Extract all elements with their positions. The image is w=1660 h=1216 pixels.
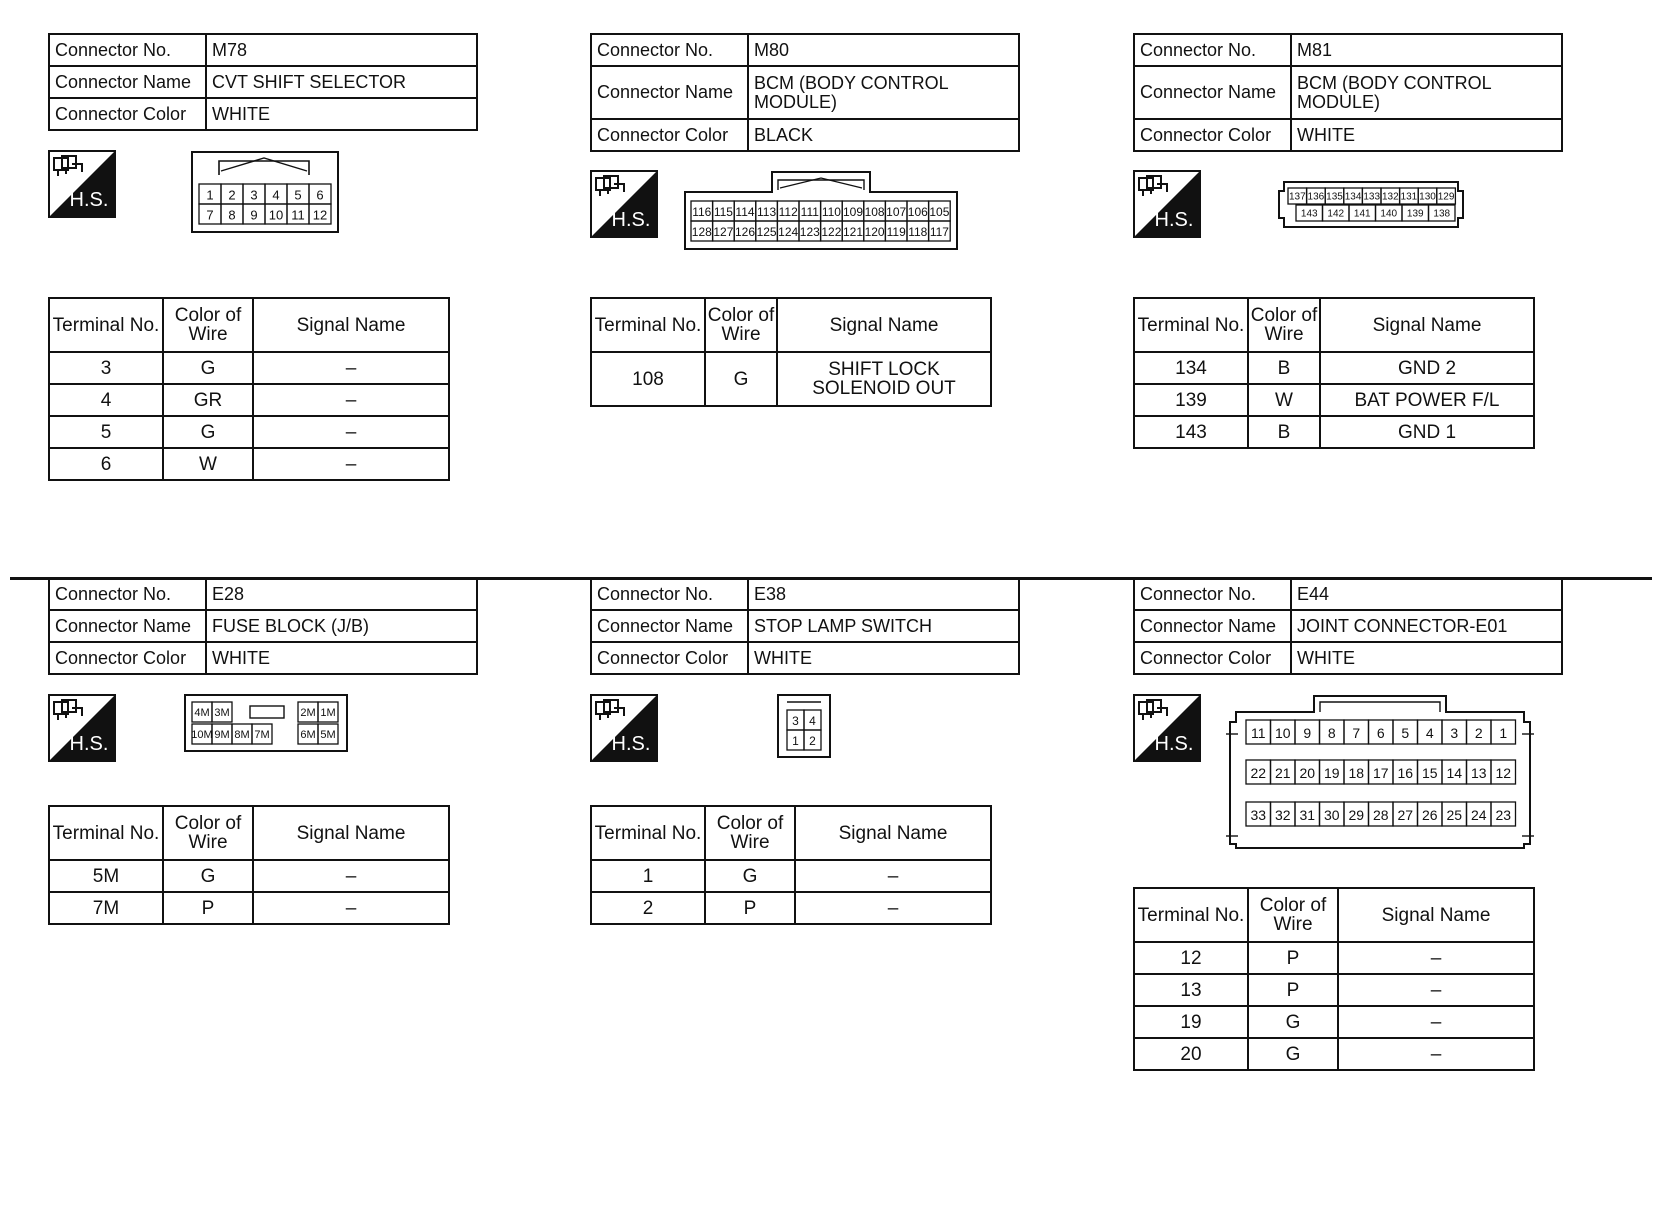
- pin-number: 111: [800, 205, 819, 219]
- connector-info-table: [48, 577, 478, 675]
- pin-number: 106: [907, 205, 928, 219]
- pin-number: 29: [1348, 807, 1365, 823]
- pin-number: 5M: [320, 729, 336, 741]
- connector-color-value: WHITE: [748, 642, 1019, 674]
- signal-name-header: Signal Name: [1320, 298, 1534, 352]
- connector-face-e28: [184, 694, 350, 754]
- pin-number: 137: [1288, 191, 1306, 203]
- signal-name-cell: BAT POWER F/L: [1320, 384, 1534, 416]
- pin-number: 7: [1352, 725, 1361, 741]
- pin-number: 139: [1406, 208, 1424, 220]
- hs-label: H.S.: [1154, 733, 1194, 755]
- hs-icon: [1133, 170, 1201, 238]
- connector-face-e44: [1224, 694, 1536, 850]
- pin-number: 108: [864, 205, 885, 219]
- connector-face-m81: [1276, 181, 1466, 231]
- pin-number: 21: [1274, 765, 1291, 781]
- pin-number: 127: [713, 225, 734, 239]
- hs-icon: [1133, 694, 1201, 762]
- connector-panel-e28: [48, 577, 488, 675]
- signal-name-cell: –: [1338, 1006, 1534, 1038]
- pin-number: 7M: [254, 729, 270, 741]
- connector-panel-m78: [48, 33, 488, 131]
- signal-name-header: Signal Name: [253, 298, 449, 352]
- table-row: [591, 352, 991, 406]
- pin-number: 2M: [300, 707, 316, 719]
- hs-icon: [48, 694, 116, 762]
- signal-name-cell: GND 2: [1320, 352, 1534, 384]
- connector-panel-m80: [590, 33, 1030, 152]
- table-row: [49, 384, 449, 416]
- signal-name-cell: –: [1338, 1038, 1534, 1070]
- wire-color-cell: GR: [163, 384, 253, 416]
- table-row: [1134, 1038, 1534, 1070]
- connector-no-value: E28: [206, 578, 477, 610]
- pin-number: 14: [1446, 765, 1463, 781]
- hs-label: H.S.: [611, 209, 651, 231]
- pin-number: 116: [692, 205, 712, 219]
- pin-number: 3: [792, 714, 799, 728]
- connector-no-value: E44: [1291, 578, 1562, 610]
- pin-number: 4: [809, 714, 816, 728]
- signal-name-cell: –: [795, 892, 991, 924]
- signal-name-cell: –: [253, 892, 449, 924]
- connector-name-value: BCM (BODY CONTROL MODULE): [748, 66, 1019, 119]
- terminal-no-header: Terminal No.: [49, 806, 163, 860]
- wire-color-cell: G: [163, 860, 253, 892]
- wire-color-cell: G: [705, 860, 795, 892]
- signal-name-header: Signal Name: [253, 806, 449, 860]
- terminal-no-cell: 20: [1134, 1038, 1248, 1070]
- terminal-no-header: Terminal No.: [591, 806, 705, 860]
- signal-name-cell: –: [1338, 974, 1534, 1006]
- hs-icon: [48, 150, 116, 218]
- terminal-no-header: Terminal No.: [1134, 298, 1248, 352]
- pin-number: 8: [228, 207, 236, 223]
- connector-name-value: FUSE BLOCK (J/B): [206, 610, 477, 642]
- connector-color-label: Connector Color: [591, 119, 748, 151]
- pin-number: 4: [272, 187, 280, 203]
- connector-no-label: Connector No.: [49, 578, 206, 610]
- connector-name-label: Connector Name: [49, 66, 206, 98]
- signal-name-cell: –: [253, 384, 449, 416]
- connector-name-label: Connector Name: [1134, 66, 1291, 119]
- signal-name-cell: –: [1338, 942, 1534, 974]
- terminal-no-cell: 3: [49, 352, 163, 384]
- pin-number: 6M: [300, 729, 316, 741]
- pin-number: 11: [291, 207, 305, 223]
- connector-no-value: M78: [206, 34, 477, 66]
- terminal-no-cell: 5: [49, 416, 163, 448]
- connector-color-label: Connector Color: [49, 642, 206, 674]
- table-row: [1134, 1006, 1534, 1038]
- table-row: [1134, 974, 1534, 1006]
- pin-number: 17: [1372, 765, 1389, 781]
- terminal-no-header: Terminal No.: [49, 298, 163, 352]
- signal-name-cell: SHIFT LOCK SOLENOID OUT: [777, 352, 991, 406]
- connector-panel-e38: [590, 577, 1030, 675]
- pin-number: 115: [713, 205, 733, 219]
- pin-number: 7: [206, 207, 214, 223]
- pin-number: 25: [1446, 807, 1463, 823]
- pin-number: 125: [756, 225, 777, 239]
- terminal-table-m81: [1133, 297, 1535, 449]
- wire-color-cell: P: [163, 892, 253, 924]
- connector-no-label: Connector No.: [591, 578, 748, 610]
- pin-number: 122: [821, 225, 842, 239]
- connector-no-label: Connector No.: [1134, 578, 1291, 610]
- pin-number: 5: [294, 187, 302, 203]
- connector-color-value: WHITE: [206, 642, 477, 674]
- terminal-no-cell: 139: [1134, 384, 1248, 416]
- signal-name-header: Signal Name: [777, 298, 991, 352]
- pin-number: 23: [1495, 807, 1512, 823]
- pin-number: 20: [1299, 765, 1316, 781]
- pin-number: 33: [1250, 807, 1267, 823]
- connector-color-value: WHITE: [206, 98, 477, 130]
- pin-number: 12: [312, 207, 328, 223]
- connector-name-label: Connector Name: [591, 66, 748, 119]
- pin-number: 16: [1397, 765, 1414, 781]
- table-row: [1134, 416, 1534, 448]
- pin-number: 142: [1327, 208, 1345, 220]
- signal-name-cell: –: [253, 448, 449, 480]
- pin-number: 2: [809, 734, 816, 748]
- table-row: [1134, 942, 1534, 974]
- pin-number: 1: [792, 734, 799, 748]
- pin-number: 8M: [234, 729, 250, 741]
- terminal-table-m80: [590, 297, 992, 407]
- connector-name-label: Connector Name: [49, 610, 206, 642]
- connector-face-m78: [191, 151, 341, 235]
- hs-label: H.S.: [69, 189, 109, 211]
- hs-label: H.S.: [69, 733, 109, 755]
- terminal-no-cell: 12: [1134, 942, 1248, 974]
- pin-number: 105: [929, 205, 950, 219]
- pin-number: 4M: [194, 707, 210, 719]
- pin-number: 10: [1274, 725, 1291, 741]
- terminal-no-cell: 19: [1134, 1006, 1248, 1038]
- connector-color-value: WHITE: [1291, 119, 1562, 151]
- connector-info-table: [1133, 577, 1563, 675]
- pin-number: 126: [734, 225, 756, 239]
- connector-no-label: Connector No.: [49, 34, 206, 66]
- table-row: [591, 892, 991, 924]
- pin-number: 10: [268, 207, 284, 223]
- connector-name-value: CVT SHIFT SELECTOR: [206, 66, 477, 98]
- wire-color-cell: W: [163, 448, 253, 480]
- hs-icon: [590, 170, 658, 238]
- pin-number: 129: [1437, 191, 1455, 203]
- connector-color-value: WHITE: [1291, 642, 1562, 674]
- wire-color-cell: G: [163, 416, 253, 448]
- pin-number: 107: [886, 205, 907, 219]
- pin-number: 118: [908, 225, 928, 239]
- terminal-table-m78: [48, 297, 450, 481]
- color-of-wire-header: Color of Wire: [1248, 888, 1338, 942]
- terminal-no-cell: 2: [591, 892, 705, 924]
- connector-info-table: [48, 33, 478, 131]
- terminal-table-e28: [48, 805, 450, 925]
- pin-number: 113: [757, 205, 777, 219]
- terminal-no-cell: 1: [591, 860, 705, 892]
- terminal-no-cell: 6: [49, 448, 163, 480]
- connector-name-value: BCM (BODY CONTROL MODULE): [1291, 66, 1562, 119]
- pin-number: 138: [1433, 208, 1451, 220]
- table-row: [49, 416, 449, 448]
- pin-number: 8: [1327, 725, 1336, 741]
- pin-number: 3: [1450, 725, 1459, 741]
- terminal-no-header: Terminal No.: [591, 298, 705, 352]
- wire-color-cell: B: [1248, 352, 1320, 384]
- connector-info-table: [1133, 33, 1563, 152]
- terminal-no-cell: 7M: [49, 892, 163, 924]
- terminal-no-cell: 4: [49, 384, 163, 416]
- pin-number: 13: [1470, 765, 1487, 781]
- connector-name-label: Connector Name: [591, 610, 748, 642]
- pin-number: 6: [1376, 725, 1385, 741]
- terminal-no-cell: 143: [1134, 416, 1248, 448]
- pin-number: 131: [1400, 191, 1418, 203]
- table-row: [49, 448, 449, 480]
- pin-number: 19: [1323, 765, 1340, 781]
- color-of-wire-header: Color of Wire: [705, 806, 795, 860]
- connector-panel-m81: [1133, 33, 1573, 152]
- pin-number: 18: [1348, 765, 1365, 781]
- pin-number: 9M: [214, 729, 230, 741]
- wire-color-cell: G: [163, 352, 253, 384]
- color-of-wire-header: Color of Wire: [1248, 298, 1320, 352]
- signal-name-header: Signal Name: [795, 806, 991, 860]
- pin-number: 134: [1344, 191, 1362, 203]
- pin-number: 110: [821, 205, 841, 219]
- wire-color-cell: G: [1248, 1006, 1338, 1038]
- wire-color-cell: G: [705, 352, 777, 406]
- pin-number: 128: [691, 225, 712, 239]
- pin-number: 141: [1353, 208, 1371, 220]
- pin-number: 1M: [320, 707, 336, 719]
- terminal-no-header: Terminal No.: [1134, 888, 1248, 942]
- pin-number: 132: [1381, 191, 1399, 203]
- pin-number: 130: [1419, 191, 1436, 203]
- table-row: [1134, 384, 1534, 416]
- connector-face-e38: [777, 694, 833, 760]
- pin-number: 2: [1474, 725, 1483, 741]
- terminal-no-cell: 5M: [49, 860, 163, 892]
- pin-number: 117: [929, 225, 949, 239]
- terminal-table-e38: [590, 805, 992, 925]
- table-row: [49, 352, 449, 384]
- connector-name-value: JOINT CONNECTOR-E01: [1291, 610, 1562, 642]
- pin-number: 27: [1397, 807, 1414, 823]
- hs-label: H.S.: [1154, 209, 1194, 231]
- terminal-no-cell: 108: [591, 352, 705, 406]
- pin-number: 114: [735, 205, 755, 219]
- connector-color-value: BLACK: [748, 119, 1019, 151]
- connector-no-label: Connector No.: [591, 34, 748, 66]
- pin-number: 3M: [214, 707, 230, 719]
- wire-color-cell: G: [1248, 1038, 1338, 1070]
- signal-name-cell: –: [253, 416, 449, 448]
- pin-number: 9: [1303, 725, 1312, 741]
- pin-number: 120: [864, 225, 885, 239]
- pin-number: 24: [1470, 807, 1487, 823]
- signal-name-cell: GND 1: [1320, 416, 1534, 448]
- pin-number: 4: [1425, 725, 1434, 741]
- pin-number: 32: [1274, 807, 1291, 823]
- terminal-no-cell: 13: [1134, 974, 1248, 1006]
- wire-color-cell: B: [1248, 416, 1320, 448]
- connector-color-label: Connector Color: [1134, 642, 1291, 674]
- pin-number: 140: [1380, 208, 1398, 220]
- connector-no-value: M81: [1291, 34, 1562, 66]
- connector-info-table: [590, 33, 1020, 152]
- signal-name-cell: –: [253, 352, 449, 384]
- terminal-table-e44: [1133, 887, 1535, 1071]
- hs-label: H.S.: [611, 733, 651, 755]
- hs-icon: [590, 694, 658, 762]
- pin-number: 121: [842, 225, 864, 239]
- pin-number: 1: [206, 187, 214, 203]
- connector-no-value: E38: [748, 578, 1019, 610]
- connector-name-label: Connector Name: [1134, 610, 1291, 642]
- pin-number: 30: [1323, 807, 1340, 823]
- connector-face-m80: [684, 170, 960, 252]
- pin-number: 5: [1401, 725, 1410, 741]
- pin-number: 143: [1300, 208, 1318, 220]
- terminal-no-cell: 134: [1134, 352, 1248, 384]
- pin-number: 6: [316, 187, 324, 203]
- pin-number: 10M: [191, 729, 213, 741]
- pin-number: 3: [250, 187, 258, 203]
- pin-number: 22: [1250, 765, 1267, 781]
- connector-no-label: Connector No.: [1134, 34, 1291, 66]
- table-row: [1134, 352, 1534, 384]
- color-of-wire-header: Color of Wire: [705, 298, 777, 352]
- pin-number: 119: [886, 225, 906, 239]
- pin-number: 31: [1299, 807, 1316, 823]
- pin-number: 26: [1421, 807, 1438, 823]
- pin-number: 12: [1495, 765, 1512, 781]
- table-row: [49, 892, 449, 924]
- wire-color-cell: P: [1248, 974, 1338, 1006]
- pin-number: 9: [250, 207, 258, 223]
- pin-number: 133: [1363, 191, 1381, 203]
- pin-number: 124: [778, 225, 799, 239]
- signal-name-cell: –: [253, 860, 449, 892]
- wire-color-cell: W: [1248, 384, 1320, 416]
- pin-number: 15: [1421, 765, 1438, 781]
- pin-number: 28: [1372, 807, 1389, 823]
- pin-number: 2: [228, 187, 236, 203]
- signal-name-header: Signal Name: [1338, 888, 1534, 942]
- connector-color-label: Connector Color: [591, 642, 748, 674]
- pin-number: 1: [1499, 725, 1508, 741]
- table-row: [591, 860, 991, 892]
- connector-panel-e44: [1133, 577, 1573, 675]
- connector-info-table: [590, 577, 1020, 675]
- connector-no-value: M80: [748, 34, 1019, 66]
- wire-color-cell: P: [705, 892, 795, 924]
- signal-name-cell: –: [795, 860, 991, 892]
- wire-color-cell: P: [1248, 942, 1338, 974]
- pin-number: 135: [1326, 191, 1343, 203]
- pin-number: 123: [799, 225, 820, 239]
- color-of-wire-header: Color of Wire: [163, 806, 253, 860]
- pin-number: 112: [778, 205, 798, 219]
- pin-number: 11: [1250, 725, 1266, 741]
- pin-number: 136: [1307, 191, 1325, 203]
- pin-number: 109: [842, 205, 864, 219]
- color-of-wire-header: Color of Wire: [163, 298, 253, 352]
- connector-color-label: Connector Color: [1134, 119, 1291, 151]
- connector-name-value: STOP LAMP SWITCH: [748, 610, 1019, 642]
- connector-color-label: Connector Color: [49, 98, 206, 130]
- table-row: [49, 860, 449, 892]
